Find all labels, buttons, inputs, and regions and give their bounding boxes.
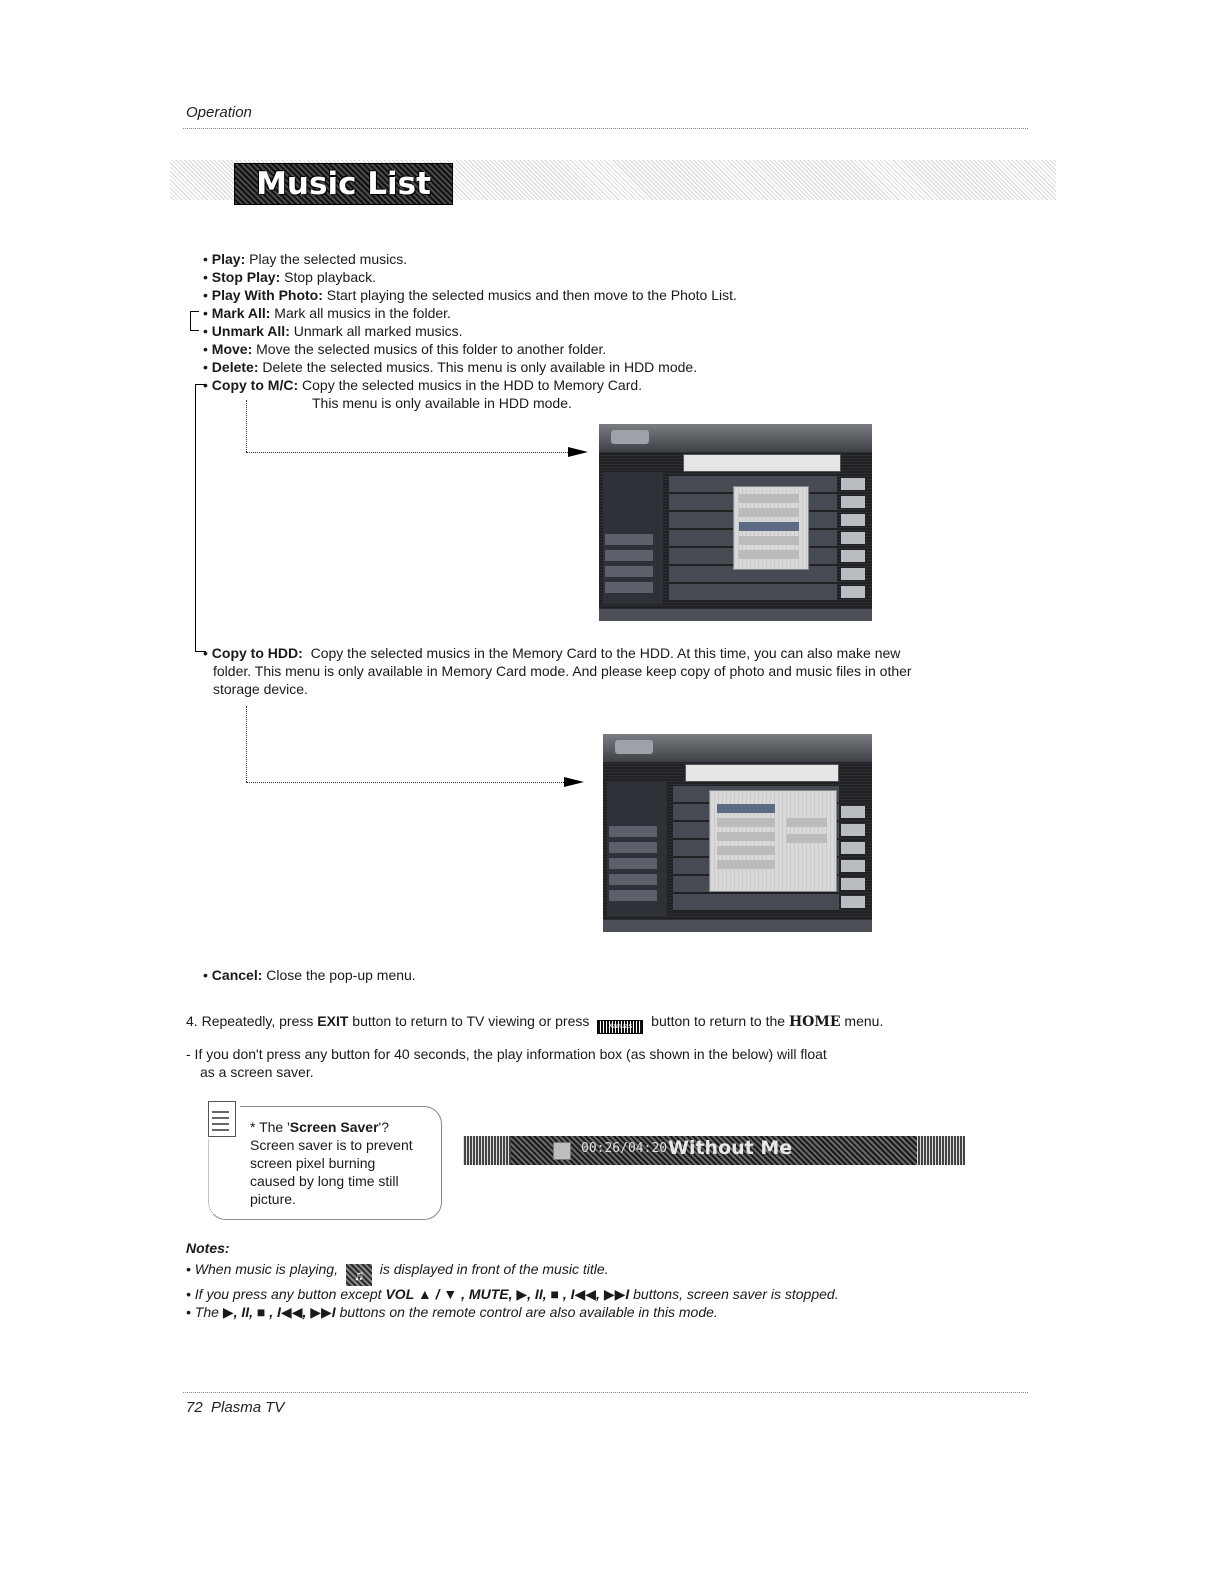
note-text: * The '	[250, 1119, 290, 1135]
note-text: screen pixel burning	[250, 1155, 376, 1171]
bullet-term: Move:	[211, 341, 253, 357]
bullet-term: Mark All:	[211, 305, 271, 321]
step-text: menu.	[844, 1013, 884, 1029]
arrow-right-icon	[568, 447, 588, 457]
copy-bracket	[195, 384, 206, 652]
bullet-term: Play With Photo:	[211, 287, 323, 303]
screenshot-copy-to-mc	[599, 424, 872, 621]
bullet-text: Copy the selected musics in the Memory Card to the HDD. At this time, you can also make new	[310, 645, 901, 661]
header-rule	[183, 128, 1028, 129]
bullet-term: Stop Play:	[211, 269, 281, 285]
saver-track-title: Without Me	[668, 1137, 793, 1159]
dotted-connector	[246, 400, 247, 452]
screenshot-copy-to-hdd	[603, 734, 872, 932]
home-key: HOME	[788, 1014, 841, 1030]
screen-saver-note-text	[250, 1118, 435, 1208]
bullet-copy-to-mc: • Copy to M/C: Copy the selected musics in the HDD to Memory Card.	[203, 377, 643, 393]
bullet-text: Close the pop-up menu.	[266, 967, 416, 983]
bullet-delete: • Delete: Delete the selected musics. This menu is only available in HDD mode.	[203, 359, 698, 375]
note-text: '?	[378, 1119, 389, 1135]
step-text: Repeatedly, press	[201, 1013, 314, 1029]
dotted-connector	[246, 782, 564, 783]
bullet-text: Move the selected musics of this folder to another folder.	[256, 341, 607, 357]
music-note-icon	[553, 1142, 571, 1160]
bullet-move: • Move: Move the selected musics of this folder to another folder.	[203, 341, 607, 357]
bullet-text: Play the selected musics.	[249, 251, 408, 267]
product-name: Plasma TV	[211, 1399, 285, 1416]
note-text: caused by long time still	[250, 1173, 399, 1189]
step-4	[186, 1012, 883, 1034]
mark-bracket	[190, 311, 199, 331]
bullet-copy-to-hdd: • Copy to HDD: Copy the selected musics in the Memory Card to the HDD. At this time, you can also make new	[203, 645, 901, 661]
note-text: • When music is playing,	[186, 1261, 338, 1277]
note-text: Screen saver is to prevent	[250, 1137, 413, 1153]
saver-time: 00:26/04:20	[581, 1141, 668, 1156]
bullet-text: Start playing the selected musics and then move to the Photo List.	[326, 287, 737, 303]
note-text: buttons on the remote control are also available in this mode.	[339, 1304, 718, 1320]
note-document-icon	[206, 1099, 240, 1139]
screen-saver-bar	[463, 1136, 965, 1165]
dotted-connector	[246, 452, 568, 453]
bullet-term: Copy to M/C:	[211, 377, 299, 393]
step-text: button to return to the	[651, 1013, 786, 1029]
notes-title: Notes:	[186, 1240, 230, 1256]
bullet-stop-play: • Stop Play: Stop playback.	[203, 269, 376, 285]
note-keys: ▶, II, ■ , I◀◀, ▶▶I	[222, 1304, 336, 1320]
bullet-text: Copy the selected musics in the HDD to Memory Card.	[302, 377, 643, 393]
bullet-text: Mark all musics in the folder.	[274, 305, 451, 321]
bullet-text: Unmark all marked musics.	[293, 323, 463, 339]
xanuas-key-icon: Xanuas	[597, 1020, 643, 1034]
note-bold: Screen Saver	[289, 1119, 379, 1135]
bullet-copy-to-mc-cont: This menu is only available in HDD mode.	[312, 395, 572, 411]
note-text: picture.	[250, 1191, 296, 1207]
bullet-term: Delete:	[211, 359, 259, 375]
saver-para-line1: - If you don't press any button for 40 seconds, the play information box (as shown in the below) will float	[186, 1046, 827, 1062]
dotted-connector	[246, 706, 247, 782]
bullet-term: Unmark All:	[211, 323, 290, 339]
note-1	[186, 1260, 609, 1286]
note-text: • If you press any button except	[186, 1286, 382, 1302]
section-label: Operation	[186, 104, 252, 121]
bullet-text: Delete the selected musics. This menu is only available in HDD mode.	[262, 359, 698, 375]
step-number: 4.	[186, 1013, 198, 1029]
music-note-icon: ♫	[346, 1264, 372, 1286]
page-title: Music List	[234, 163, 453, 205]
copy-to-hdd-line3: storage device.	[213, 681, 308, 697]
note-text: is displayed in front of the music title.	[379, 1261, 609, 1277]
copy-to-hdd-line2: folder. This menu is only available in Memory Card mode. And please keep copy of photo and music files in other	[213, 663, 912, 679]
arrow-right-icon	[564, 777, 584, 787]
page-footer	[186, 1399, 284, 1416]
bullet-text: Stop playback.	[284, 269, 376, 285]
page-number: 72	[186, 1399, 203, 1416]
note-3	[186, 1303, 718, 1321]
bullet-play-with-photo: • Play With Photo: Start playing the selected musics and then move to the Photo List.	[203, 287, 737, 303]
step-text: button to return to TV viewing or press	[352, 1013, 590, 1029]
note-2	[186, 1285, 839, 1303]
note-keys: ▶, II, ■ , I◀◀, ▶▶I	[516, 1286, 630, 1302]
bullet-mark-all: • Mark All: Mark all musics in the folder.	[203, 305, 451, 321]
bullet-term: Copy to HDD:	[211, 645, 303, 661]
note-keys: VOL ▲ / ▼ , MUTE,	[385, 1286, 513, 1302]
saver-para-line2: as a screen saver.	[200, 1064, 314, 1080]
bullet-unmark-all: • Unmark All: Unmark all marked musics.	[203, 323, 463, 339]
bullet-term: Cancel:	[211, 967, 263, 983]
footer-rule	[183, 1392, 1028, 1393]
bullet-term: Play:	[211, 251, 246, 267]
bullet-play: • Play: Play the selected musics.	[203, 251, 408, 267]
bullet-cancel: • Cancel: Close the pop-up menu.	[203, 967, 416, 983]
note-text: • The	[186, 1304, 219, 1320]
exit-key: EXIT	[317, 1013, 349, 1029]
note-text: buttons, screen saver is stopped.	[633, 1286, 839, 1302]
